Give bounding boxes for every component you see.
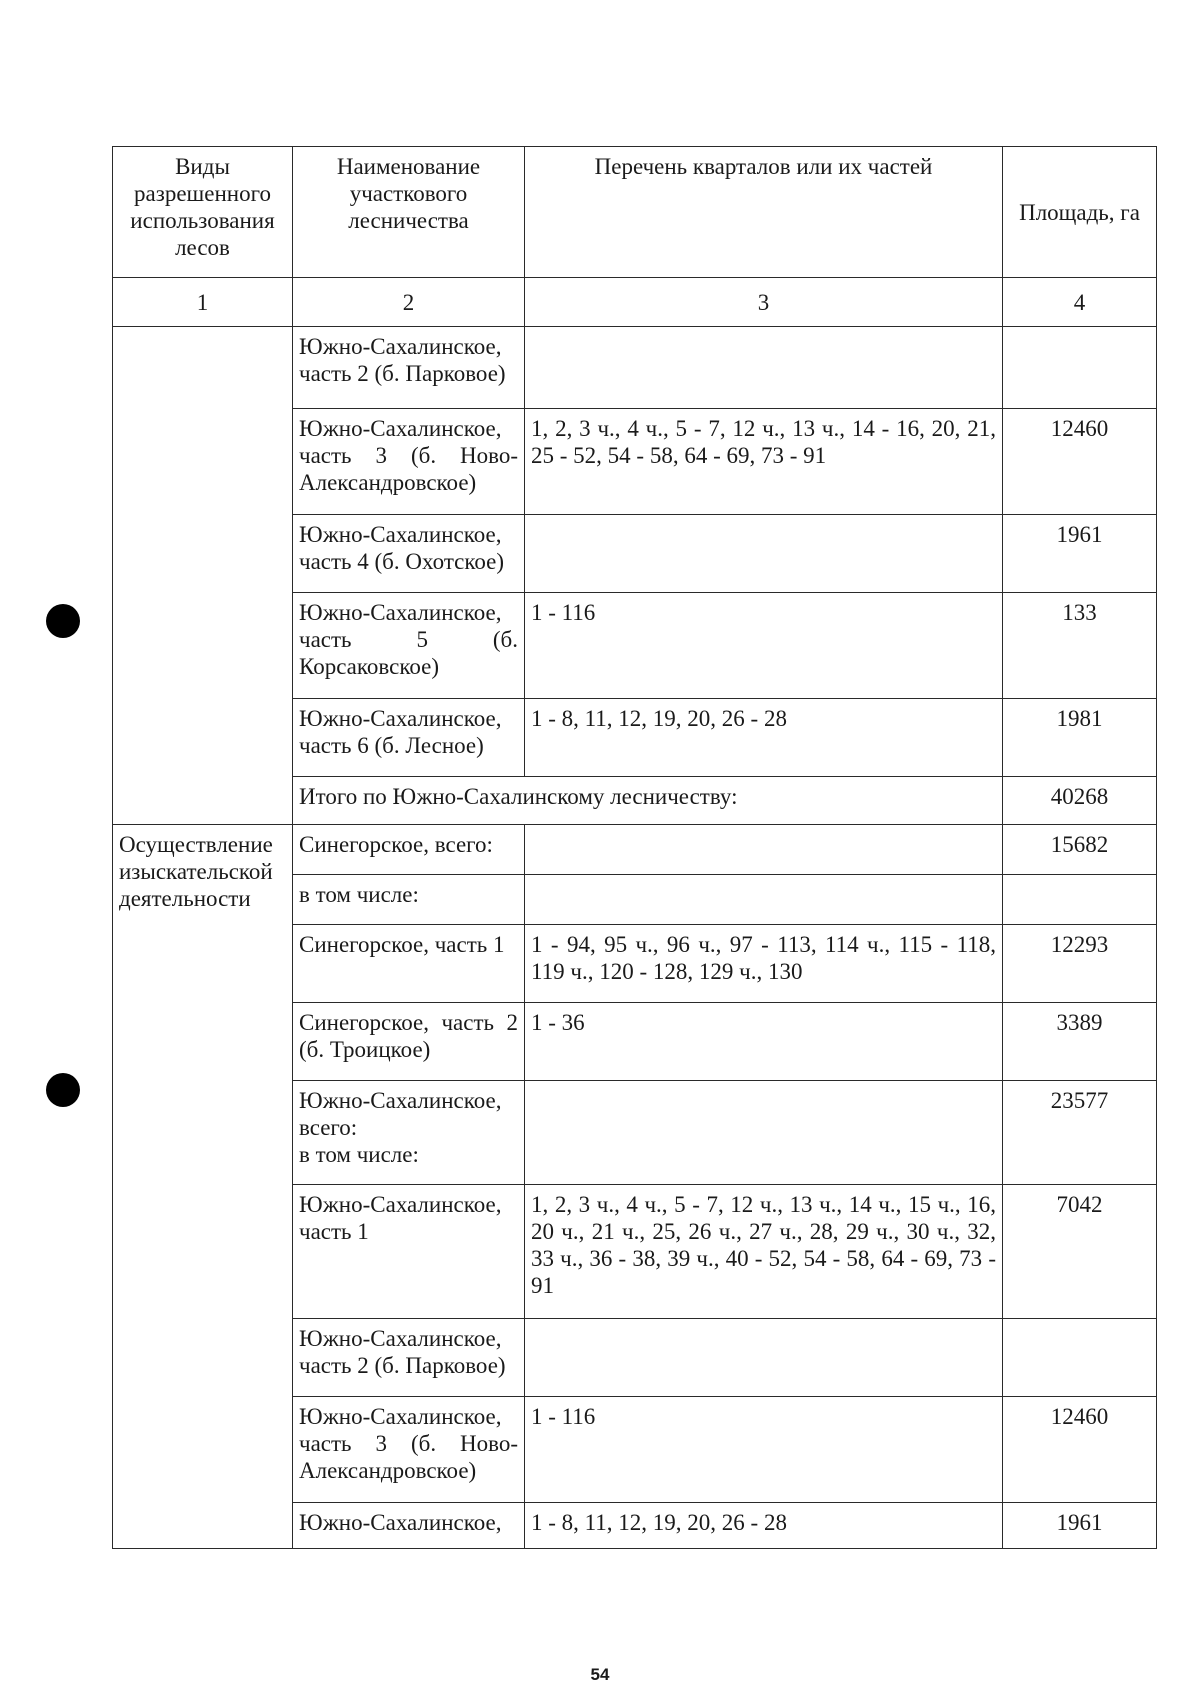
punch-hole xyxy=(46,604,80,638)
header-forestry-name: Наименование участкового лесничества xyxy=(293,147,525,278)
area-value: 1961 xyxy=(1003,515,1157,593)
quarters-list: 1 - 8, 11, 12, 19, 20, 26 - 28 xyxy=(525,699,1003,777)
area-value: 23577 xyxy=(1003,1081,1157,1185)
forestry-name: в том числе: xyxy=(293,875,525,925)
total-area: 40268 xyxy=(1003,777,1157,825)
forestry-name: Южно-Сахалинское, часть 6 (б. Лесное) xyxy=(293,699,525,777)
area-value: 133 xyxy=(1003,593,1157,699)
quarters-list xyxy=(525,1081,1003,1185)
column-number: 4 xyxy=(1003,278,1157,327)
area-value: 3389 xyxy=(1003,1003,1157,1081)
forestry-name: Южно-Сахалинское, всего: xyxy=(299,1088,502,1140)
forestry-name: Синегорское, часть 1 xyxy=(293,925,525,1003)
area-value: 12293 xyxy=(1003,925,1157,1003)
area-value: 12460 xyxy=(1003,409,1157,515)
quarters-list: 1 - 116 xyxy=(525,1397,1003,1503)
quarters-list: 1 - 116 xyxy=(525,593,1003,699)
forestry-name: Южно-Сахалинское, часть 3 (б. Ново-Александровское) xyxy=(293,409,525,515)
page-number: 54 xyxy=(590,1665,610,1684)
column-number-row xyxy=(113,278,1157,327)
use-kind-cell xyxy=(113,327,293,825)
forestry-name: Южно-Сахалинское, xyxy=(293,1503,525,1549)
forestry-name: Южно-Сахалинское, часть 5 (б. Корсаковское) xyxy=(293,593,525,699)
area-value: 12460 xyxy=(1003,1397,1157,1503)
area-value: 1961 xyxy=(1003,1503,1157,1549)
forestry-name: Синегорское, всего: xyxy=(293,825,525,875)
header-row xyxy=(113,147,1157,278)
column-number: 2 xyxy=(293,278,525,327)
area-value xyxy=(1003,327,1157,409)
forestry-name-subheading: в том числе: xyxy=(299,1142,419,1167)
quarters-list: 1 - 8, 11, 12, 19, 20, 26 - 28 xyxy=(525,1503,1003,1549)
punch-hole xyxy=(46,1073,80,1107)
column-number: 3 xyxy=(525,278,1003,327)
forestry-name: Синегорское, часть 2 (б. Троицкое) xyxy=(293,1003,525,1081)
header-area: Площадь, га xyxy=(1003,147,1157,278)
quarters-list: 1, 2, 3 ч., 4 ч., 5 - 7, 12 ч., 13 ч., 14 - 16, 20, 21, 25 - 52, 54 - 58, 64 - 69, 73 - 91 xyxy=(525,409,1003,515)
table-row xyxy=(113,327,1157,409)
forest-use-table xyxy=(112,146,1157,1549)
header-quarters: Перечень кварталов или их частей xyxy=(525,147,1003,278)
quarters-list xyxy=(525,1319,1003,1397)
quarters-list: 1 - 94, 95 ч., 96 ч., 97 - 113, 114 ч., 115 - 118, 119 ч., 120 - 128, 129 ч., 130 xyxy=(525,925,1003,1003)
column-number: 1 xyxy=(113,278,293,327)
use-kind-cell: Осуществление изыскательской деятельности xyxy=(113,825,293,1549)
header-use-kind: Виды разрешенного использования лесов xyxy=(113,147,293,278)
quarters-list: 1, 2, 3 ч., 4 ч., 5 - 7, 12 ч., 13 ч., 14 ч., 15 ч., 16, 20 ч., 21 ч., 25, 26 ч., 27 ч., 28, 29 ч., 30 ч., 32, 33 ч., 36 - 38, 39 ч., 40 - 52, 54 - 58, 64 - 69, 73 - 91 xyxy=(525,1185,1003,1319)
forestry-name: Южно-Сахалинское, часть 2 (б. Парковое) xyxy=(293,1319,525,1397)
quarters-list: 1 - 36 xyxy=(525,1003,1003,1081)
forestry-name-cell xyxy=(293,1081,525,1185)
table-row xyxy=(113,825,1157,875)
area-value: 15682 xyxy=(1003,825,1157,875)
area-value xyxy=(1003,1319,1157,1397)
quarters-list xyxy=(525,515,1003,593)
area-value xyxy=(1003,875,1157,925)
forestry-name: Южно-Сахалинское, часть 3 (б. Ново-Александровское) xyxy=(293,1397,525,1503)
area-value: 1981 xyxy=(1003,699,1157,777)
quarters-list xyxy=(525,825,1003,875)
forestry-name: Южно-Сахалинское, часть 2 (б. Парковое) xyxy=(293,327,525,409)
total-label: Итого по Южно-Сахалинскому лесничеству: xyxy=(293,777,1003,825)
quarters-list xyxy=(525,327,1003,409)
forestry-name: Южно-Сахалинское, часть 1 xyxy=(293,1185,525,1319)
area-value: 7042 xyxy=(1003,1185,1157,1319)
forestry-name: Южно-Сахалинское, часть 4 (б. Охотское) xyxy=(293,515,525,593)
quarters-list xyxy=(525,875,1003,925)
